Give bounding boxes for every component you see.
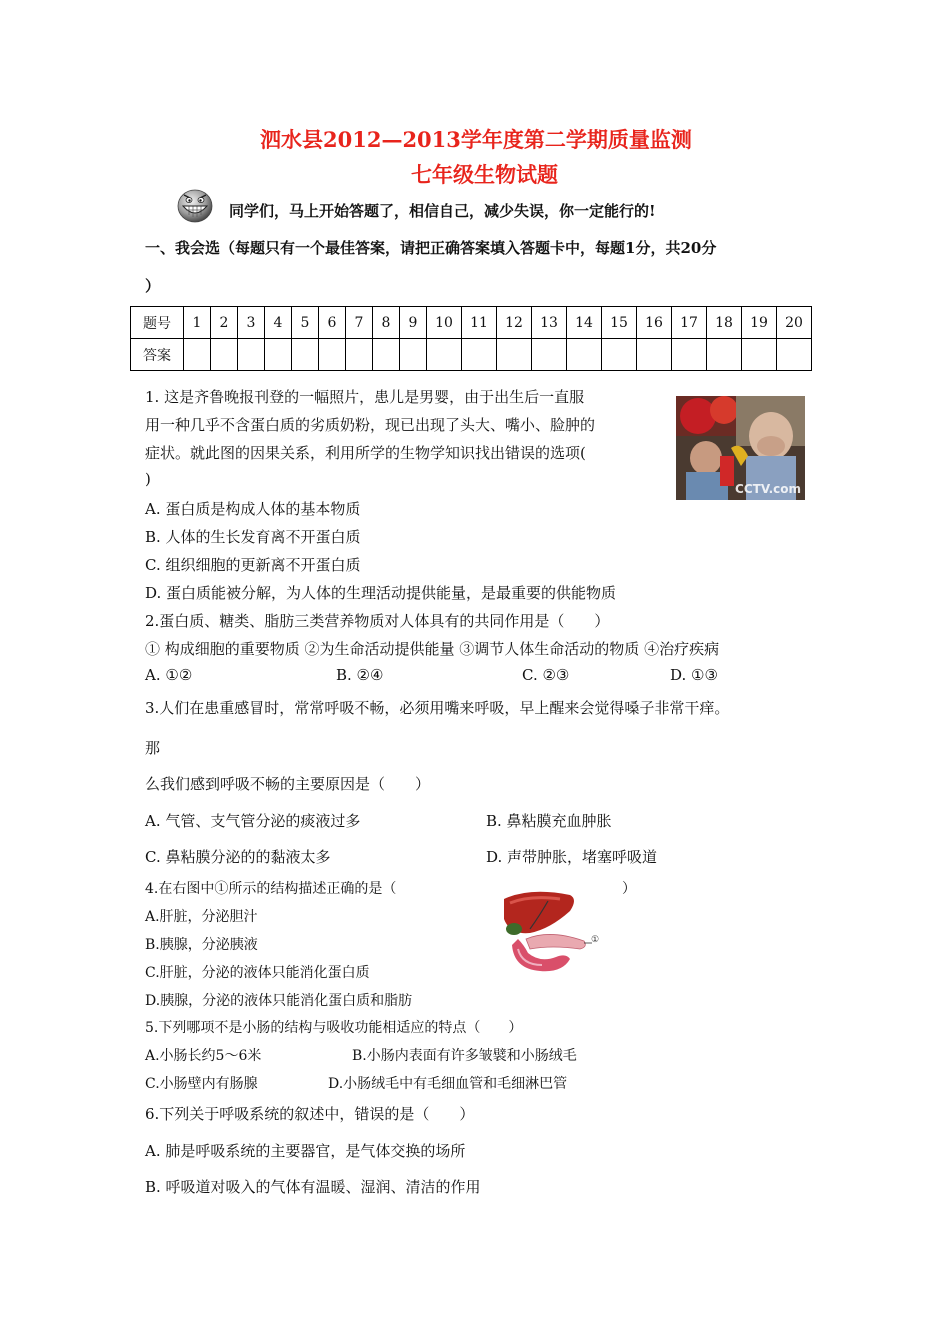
answer-cell[interactable] (238, 339, 265, 371)
table-cell: 3 (238, 307, 265, 339)
table-cell: 20 (777, 307, 812, 339)
q2-stem: 2.蛋白质、糖类、脂肪三类营养物质对人体具有的共同作用是（ ） (145, 612, 610, 630)
table-cell: 9 (400, 307, 427, 339)
table-cell: 16 (637, 307, 672, 339)
q3-line: 3.人们在患重感冒时，常常呼吸不畅，必须用嘴来呼吸，早上醒来会觉得嗓子非常干痒。 (145, 699, 730, 717)
table-cell: 8 (373, 307, 400, 339)
q3-option-b: B. 鼻粘膜充血肿胀 (486, 812, 612, 830)
liver-pancreas-diagram (500, 889, 600, 977)
q1-option-b: B. 人体的生长发育离不开蛋白质 (145, 528, 361, 546)
q1-line: 1. 这是齐鲁晚报刊登的一幅照片，患儿是男婴，由于出生后一直服 (145, 388, 585, 406)
table-cell: 1 (184, 307, 211, 339)
q4-stem: 4.在右图中①所示的结构描述正确的是（ (145, 881, 397, 897)
table-cell: 4 (265, 307, 292, 339)
answer-cell[interactable] (462, 339, 497, 371)
organ-drawing (500, 889, 600, 977)
q3-line: 那 (145, 739, 161, 757)
q3-option-d: D. 声带肿胀，堵塞呼吸道 (486, 848, 658, 866)
q4-option-b: B.胰腺，分泌胰液 (145, 937, 258, 953)
answer-cell[interactable] (373, 339, 400, 371)
q1-line: 症状。就此图的因果关系，利用所学的生物学知识找出错误的选项( (145, 444, 586, 462)
q1-option-d: D. 蛋白质能被分解，为人体的生理活动提供能量，是最重要的供能物质 (145, 584, 617, 602)
table-cell: 10 (427, 307, 462, 339)
table-cell: 18 (707, 307, 742, 339)
q6-option-b: B. 呼吸道对吸入的气体有温暖、湿润、清洁的作用 (145, 1178, 481, 1196)
q1-option-a: A. 蛋白质是构成人体的基本物质 (145, 500, 361, 518)
table-cell: 7 (346, 307, 373, 339)
table-cell: 13 (532, 307, 567, 339)
q3-line: 么我们感到呼吸不畅的主要原因是（ ） (145, 775, 431, 793)
answer-cell[interactable] (265, 339, 292, 371)
q6-stem: 6.下列关于呼吸系统的叙述中，错误的是（ ） (145, 1105, 475, 1123)
answer-cell[interactable] (707, 339, 742, 371)
answer-cell[interactable] (742, 339, 777, 371)
answer-cell[interactable] (602, 339, 637, 371)
q3-option-a: A. 气管、支气管分泌的痰液过多 (145, 812, 361, 830)
q5-stem: 5.下列哪项不是小肠的结构与吸收功能相适应的特点（ ） (145, 1020, 523, 1036)
section1-heading-end: ） (145, 277, 161, 295)
table-cell: 11 (462, 307, 497, 339)
q5-option-a: A.小肠长约5～6米 (145, 1048, 262, 1064)
table-cell: 12 (497, 307, 532, 339)
q2-option-c: C. ②③ (522, 666, 570, 684)
table-cell: 5 (292, 307, 319, 339)
page-subtitle: 七年级生物试题 (411, 162, 558, 187)
table-cell: 15 (602, 307, 637, 339)
row-label: 题号 (131, 307, 184, 339)
table-row-answers (131, 339, 812, 371)
answer-cell[interactable] (497, 339, 532, 371)
q4-option-d: D.胰腺，分泌的液体只能消化蛋白质和脂肪 (145, 993, 413, 1009)
q2-option-d: D. ①③ (670, 666, 718, 684)
q4-option-a: A.肝脏，分泌胆汁 (145, 909, 258, 925)
smiley-icon (175, 187, 215, 223)
photo-watermark: CCTV.com (735, 482, 801, 496)
q2-items: ① 构成细胞的重要物质 ②为生命活动提供能量 ③调节人体生命活动的物质 ④治疗疾病 (145, 640, 720, 658)
answer-cell[interactable] (211, 339, 238, 371)
q4-option-c: C.肝脏，分泌的液体只能消化蛋白质 (145, 965, 370, 981)
answer-cell[interactable] (346, 339, 373, 371)
q1-line: 用一种几乎不含蛋白质的劣质奶粉，现已出现了头大、嘴小、脸肿的 (145, 416, 596, 434)
table-cell: 17 (672, 307, 707, 339)
news-photo (676, 396, 805, 500)
table-cell: 6 (319, 307, 346, 339)
answer-cell[interactable] (184, 339, 211, 371)
row-label: 答案 (131, 339, 184, 371)
answer-cell[interactable] (637, 339, 672, 371)
q1-line: ) (145, 470, 151, 488)
answer-cell[interactable] (400, 339, 427, 371)
table-cell: 14 (567, 307, 602, 339)
encouragement-text: 同学们，马上开始答题了，相信自己，减少失误，你一定能行的! (229, 202, 656, 220)
diagram-label-1: ① (591, 935, 600, 945)
q2-option-a: A. ①② (145, 666, 193, 684)
q5-option-c: C.小肠壁内有肠腺 (145, 1076, 258, 1092)
answer-table (130, 306, 812, 371)
q3-option-c: C. 鼻粘膜分泌的的黏液太多 (145, 848, 331, 866)
q2-option-b: B. ②④ (336, 666, 384, 684)
page-title: 泗水县2012—2013学年度第二学期质量监测 (260, 127, 692, 152)
table-cell: 19 (742, 307, 777, 339)
q5-option-d: D.小肠绒毛中有毛细血管和毛细淋巴管 (328, 1076, 568, 1092)
section1-heading: 一、我会选（每题只有一个最佳答案，请把正确答案填入答题卡中，每题1分，共20分 (145, 239, 717, 257)
answer-cell[interactable] (777, 339, 812, 371)
q6-option-a: A. 肺是呼吸系统的主要器官，是气体交换的场所 (145, 1142, 466, 1160)
q5-option-b: B.小肠内表面有许多皱襞和小肠绒毛 (352, 1048, 577, 1064)
answer-cell[interactable] (292, 339, 319, 371)
table-row-numbers (131, 307, 812, 339)
q4-paren-close: ） (622, 881, 636, 897)
answer-cell[interactable] (319, 339, 346, 371)
table-cell: 2 (211, 307, 238, 339)
answer-cell[interactable] (532, 339, 567, 371)
q1-option-c: C. 组织细胞的更新离不开蛋白质 (145, 556, 361, 574)
answer-cell[interactable] (427, 339, 462, 371)
answer-cell[interactable] (567, 339, 602, 371)
answer-cell[interactable] (672, 339, 707, 371)
